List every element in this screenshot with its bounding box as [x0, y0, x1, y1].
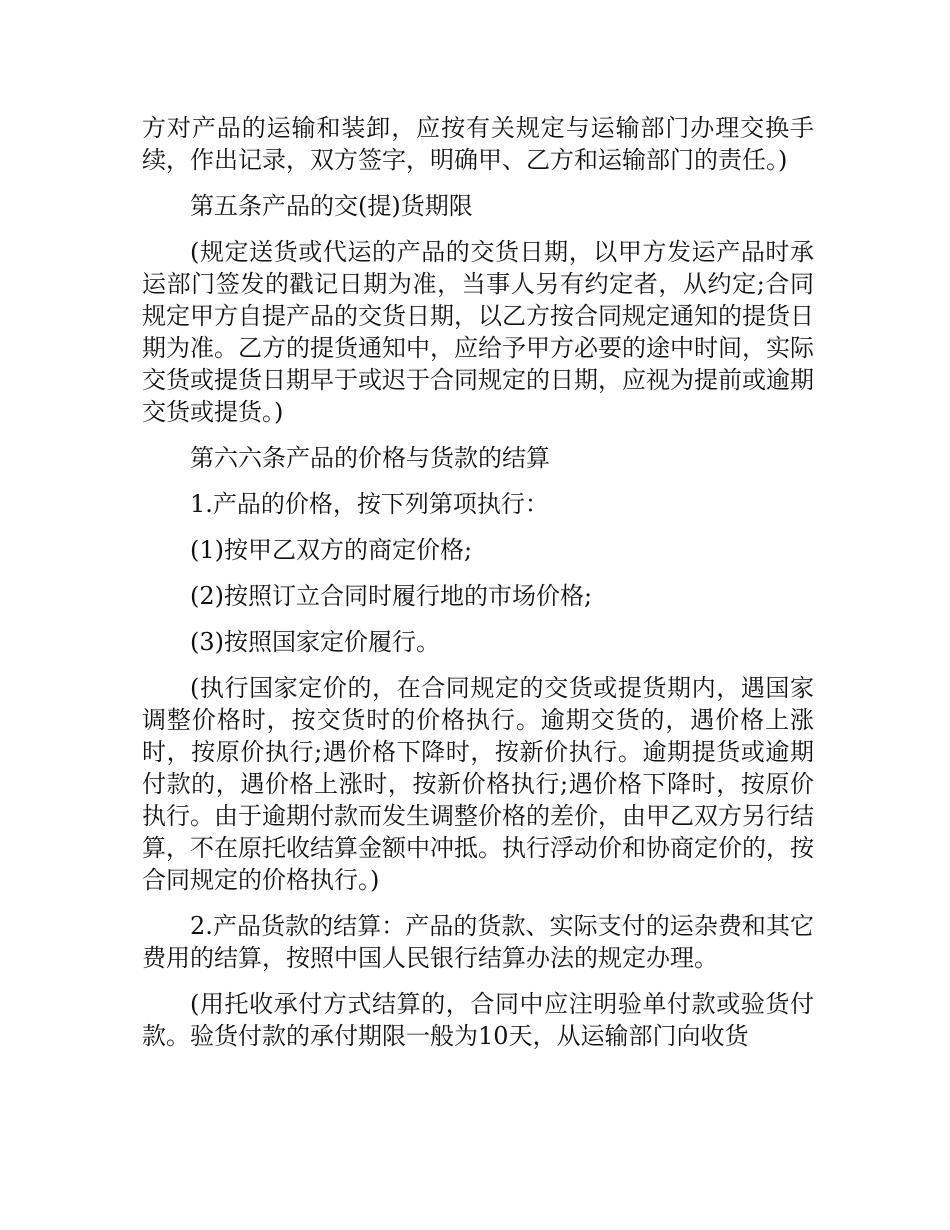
- paragraph-transport-continuation: 方对产品的运输和装卸，应按有关规定与运输部门办理交换手续，作出记录，双方签字，明确甲、乙方和运输部门的责任。): [142, 114, 814, 174]
- paragraph-state-pricing: (执行国家定价的，在合同规定的交货或提货期内，遇国家调整价格时，按交货时的价格执行。逾期交货的，遇价格上涨时，按原价执行;遇价格下降时，按新价执行。逾期提货或逾期付款的，遇价格上涨时，按新价格执行;遇价格下降时，按原价执行。由于逾期付款而发生调整价格的差价，由甲乙双方另行结算，不在原托收结算金额中冲抵。执行浮动价和协商定价的，按合同规定的价格执行。): [142, 674, 814, 894]
- list-item-price-3: (3)按照国家定价履行。: [190, 628, 440, 656]
- paragraph-delivery-terms: (规定送货或代运的产品的交货日期，以甲方发运产品时承运部门签发的戳记日期为准，当事人另有约定者，从约定;合同规定甲方自提产品的交货日期，以乙方按合同规定通知的提货日期为准。乙方的提货通知中，应给予甲方必要的途中时间，实际交货或提货日期早于或迟于合同规定的日期，应视为提前或逾期交货或提货。): [142, 238, 814, 426]
- document-body: [142, 112, 814, 1066]
- heading-article-6: 第六六条产品的价格与货款的结算: [190, 444, 550, 472]
- heading-article-5: 第五条产品的交(提)货期限: [190, 192, 473, 220]
- list-item-price-2: (2)按照订立合同时履行地的市场价格;: [190, 582, 593, 610]
- list-item-price-1: (1)按甲乙双方的商定价格;: [190, 536, 473, 564]
- paragraph-price-options: 1.产品的价格，按下列第项执行：: [190, 490, 549, 518]
- paragraph-payment-settlement: 2.产品货款的结算：产品的货款、实际支付的运杂费和其它费用的结算，按照中国人民银行结算办法的规定办理。: [142, 912, 814, 972]
- paragraph-collection-acceptance: (用托收承付方式结算的，合同中应注明验单付款或验货付款。验货付款的承付期限一般为10天，从运输部门向收货: [142, 990, 814, 1050]
